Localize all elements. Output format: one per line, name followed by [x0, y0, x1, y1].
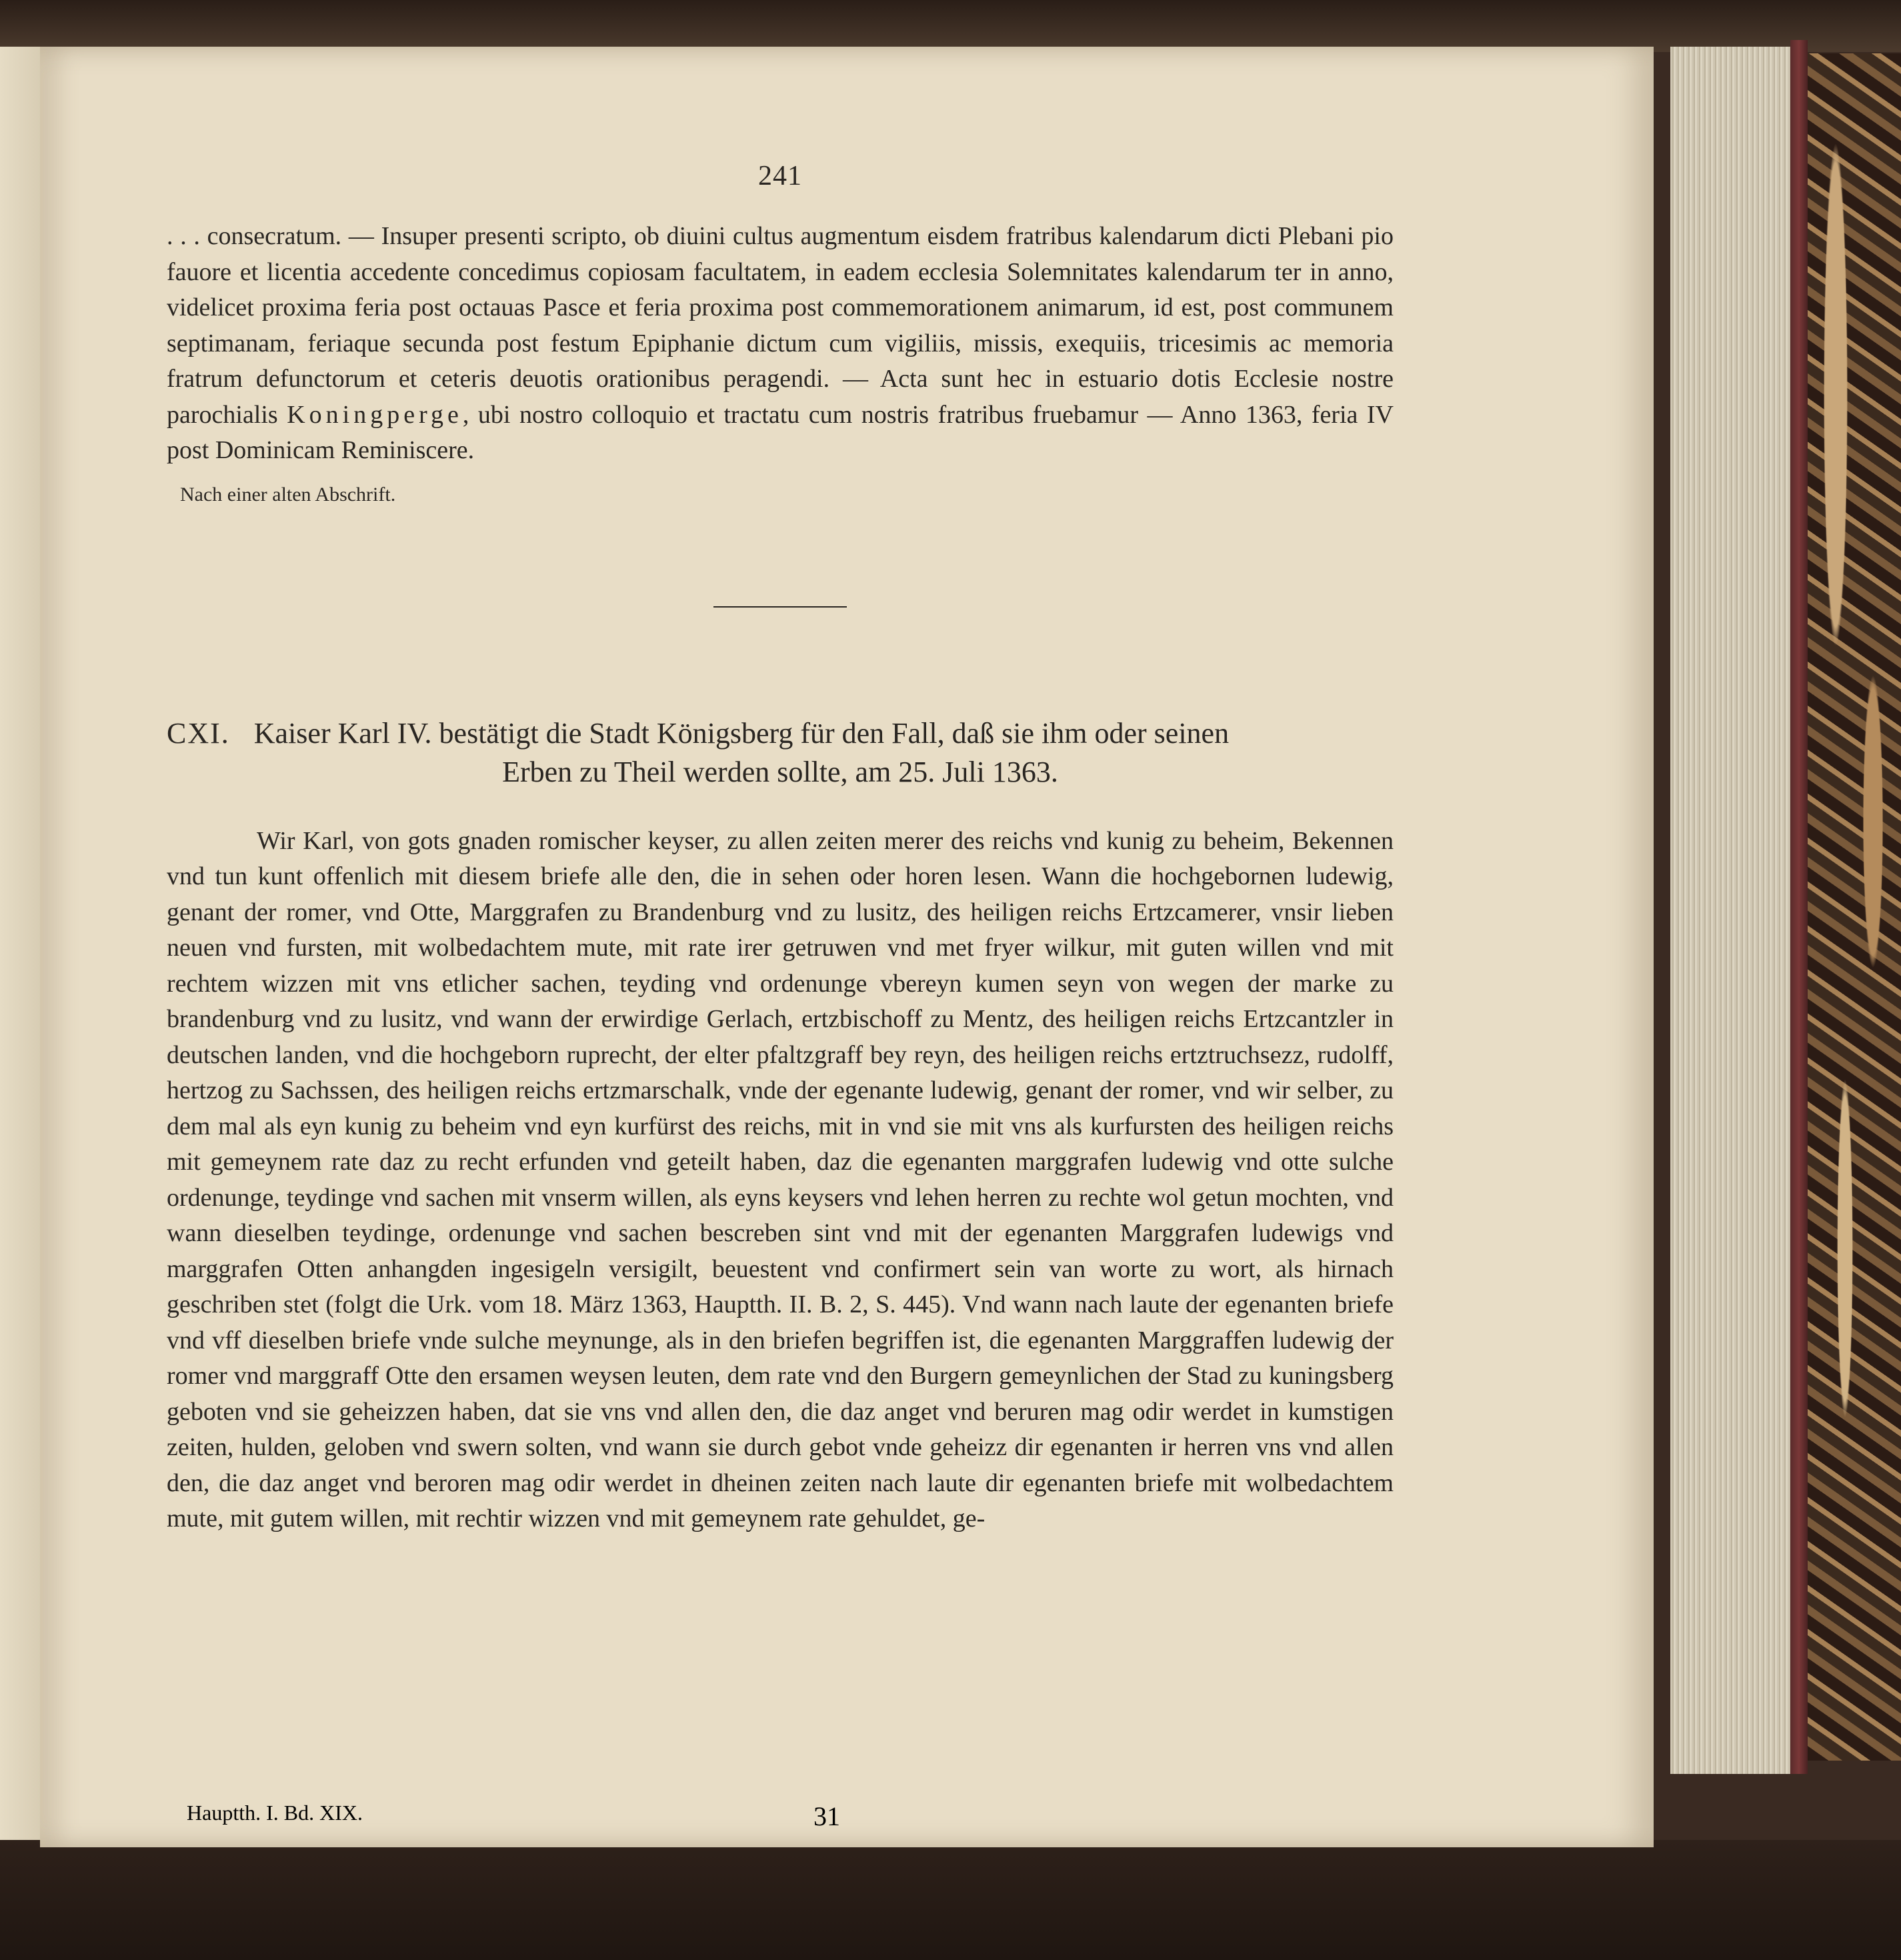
footer-signature: Hauptth. I. Bd. XIX. [187, 1801, 363, 1825]
intro-spaced-name: Koningperge [287, 400, 463, 429]
marbled-endpaper [1808, 53, 1901, 1761]
footer-sheet-number: 31 [813, 1801, 840, 1831]
document-title-line1: Kaiser Karl IV. bestätigt die Stadt Königsberg für den Fall, daß sie ihm oder seinen [253, 716, 1230, 750]
document-number: CXI. [167, 716, 230, 750]
page-block-edges [1670, 47, 1790, 1774]
book-page [40, 47, 1654, 1847]
intro-text-end: , ubi nostro colloquio et tractatu cum nostris fratribus fruebamur — Anno 1363, feria IV post Dominicam Reminiscere. [167, 400, 1394, 464]
document-title-line2: Erben zu Theil werden sollte, am 25. Juli 1363. [502, 755, 1058, 788]
body-paragraph [167, 824, 1394, 1537]
intro-text: . . . consecratum. — Insuper presenti scripto, ob diuini cultus augmentum eisdem fratribus kalendarum dicti Plebani pio fauore et licentia accedente concedimus copiosam facultatem, in eadem ecclesia Solemnitates kalendarum ter in anno, videlicet proxima feria post octauas Pasce et feria proxima post commemorationem animarum, id est, post communem septimanam, feriaque secunda post festum Epiphanie dictum cum vigiliis, missis, exequiis, tricesimis ac memoria fratrum defunctorum et ceteris deuotis orationibus peragendi. — Acta sunt hec in estuario dotis Ecclesie nostre parochialis [167, 222, 1394, 429]
section-divider [713, 606, 847, 608]
table-background [0, 1840, 1901, 1960]
top-edge [0, 0, 1901, 52]
page-content [167, 160, 1394, 1537]
source-note: Nach einer alten Abschrift. [180, 483, 396, 506]
body-text: Wir Karl, von gots gnaden romischer keyser, zu allen zeiten merer des reichs vnd kunig zu beheim, Bekennen vnd tun kunt offenlich mit diesem briefe alle den, die in sehen oder horen lesen. Wann die hochgebornen ludewig, genant der romer, vnd Otte, Marggrafen zu Brandenburg vnd zu lusitz, des heiligen reichs Ertzcamerer, vnsir lieben neuen vnd fursten, mit wolbedachtem mute, mit rate irer getruwen vnd met fryer wilkur, mit guten willen vnd mit rechtem wizzen mit vns etlicher sachen, teyding vnd ordenunge vbereyn kumen seyn von wegen der marke zu brandenburg vnd zu lusitz, vnd wann der erwirdige Gerlach, ertzbischoff zu Mentz, des heiligen reichs Ertzcantzler in deutschen landen, vnd die hochgeborn ruprecht, der elter pfaltzgraff bey reyn, des heiligen reichs ertztruchsezz, rudolff, hertzog zu Sachssen, des heiligen reichs ertzmarschalk, vnde der egenante ludewig, genant der romer, vnd wir selber, zu dem mal als eyn kunig zu beheim vnd eyn kurfürst des reichs, mit in vnd sie mit vns als kurfursten des heiligen reichs mit gemeynem rate daz zu recht erfunden vnd geteilt haben, daz die egenanten marggrafen ludewig vnd otte sulche ordenunge, teydinge vnd sachen mit vnserm willen, als eyns keysers vnd lehen herren zu rechte wol getun mochten, vnd wann dieselben teydinge, ordenunge vnd sachen bescreben sint vnd mit der egenanten Marggrafen ludewigs vnd marggrafen Otten anhangden ingesigeln versigilt, beuestent vnd confirmert sein van worte zu wort, als hirnach geschriben stet (folgt die Urk. vom 18. März 1363, Hauptth. II. B. 2, S. 445). Vnd wann nach laute der egenanten briefe vnd vff dieselben briefe vnde sulche meynunge, als in den briefen begriffen ist, die egenanten Marggraffen ludewig der romer vnd marggraff Otte den ersamen weysen leuten, dem rate vnd den Burgern gemeynlichen der Stad zu kuningsberg geboten vnd sie geheizzen haben, dat sie vns vnd allen den, die daz anget vnd beruren mag odir werdet in kumstigen zeiten, hulden, geloben vnd swern solten, vnd wann sie durch gebot vnde geheizz dir egenanten ir herren vns vnd allen den, die daz anget vnd beroren mag odir werdet in dheinen zeiten nach laute dir egenanten briefe mit wolbedachtem mute, mit gutem willen, mit rechtir wizzen vnd mit gemeynem rate gehuldet, ge- [167, 826, 1394, 1533]
intro-paragraph [167, 219, 1394, 469]
document-title [167, 714, 1394, 792]
facing-page-edge [0, 47, 40, 1874]
page-number: 241 [758, 161, 802, 191]
book-cover-edge [1790, 40, 1808, 1774]
